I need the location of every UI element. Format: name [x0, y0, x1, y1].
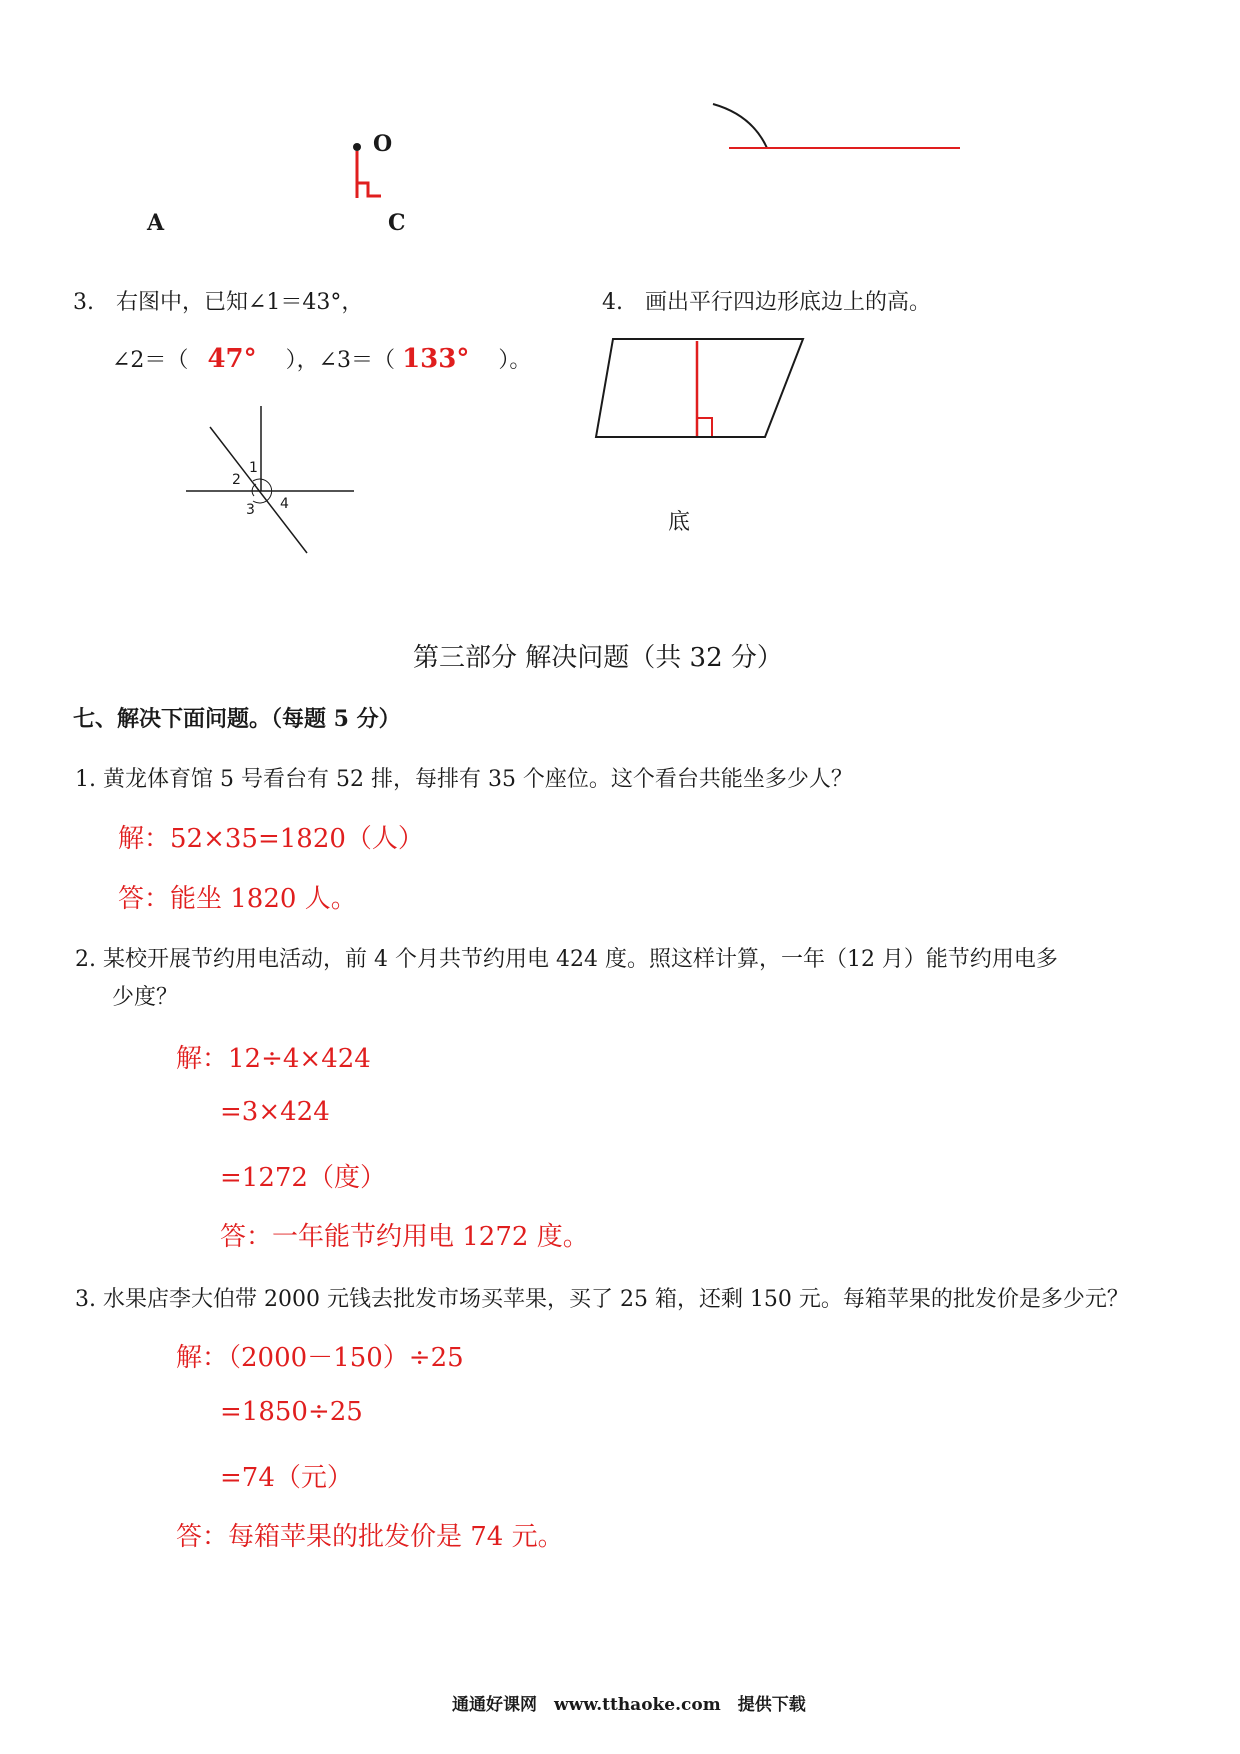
parallelogram-figure: [0, 0, 1240, 600]
point-o-label: O: [373, 131, 393, 157]
parallelogram: [596, 339, 803, 437]
angle-label-1: 1: [249, 460, 258, 476]
problem-2-answer: 答：一年能节约用电 1272 度。: [220, 1222, 589, 1252]
problem-1-solution: 解：52×35=1820（人）: [118, 824, 424, 854]
section7-title: 七、解决下面问题。（每题 5 分）: [73, 706, 401, 732]
angle-label-2: 2: [232, 472, 241, 488]
problem-3-solution-2: =1850÷25: [220, 1397, 363, 1427]
problem-3-solution-1: 解：（2000－150）÷25: [176, 1343, 464, 1373]
q3-post: ）。: [498, 348, 532, 373]
problem-3-answer: 答：每箱苹果的批发价是 74 元。: [176, 1522, 564, 1552]
point-a-label: A: [147, 210, 165, 236]
problem-2-solution-3: =1272（度）: [220, 1163, 386, 1193]
problem-3-solution-3: =74（元）: [220, 1463, 353, 1493]
q4-stem: 4. 画出平行四边形底边上的高。: [602, 290, 931, 315]
problem-2-text-cont: 少度？: [112, 985, 179, 1010]
q3-answer-angle2: 47°: [207, 344, 257, 374]
problem-2-text: 2. 某校开展节约用电活动，前 4 个月共节约用电 424 度。照这样计算，一年（12 月）能节约用电多: [75, 947, 1058, 972]
q3-mid: ），∠3＝（: [285, 348, 396, 373]
problem-1-text: 1. 黄龙体育馆 5 号看台有 52 排，每排有 35 个座位。这个看台共能坐多少人？: [75, 767, 853, 792]
q3-answer-angle3: 133°: [402, 344, 470, 374]
q4-base-label: 底: [668, 510, 691, 535]
q3-stem: 3. 右图中，已知∠1＝43°，: [73, 290, 364, 315]
part3-heading: 第三部分 解决问题（共 32 分）: [413, 643, 783, 673]
point-c-label: C: [388, 210, 406, 236]
problem-2-solution-1: 解：12÷4×424: [176, 1044, 371, 1074]
problem-1-answer: 答：能坐 1820 人。: [118, 884, 357, 914]
height-right-angle: [697, 418, 712, 436]
angle-label-3: 3: [246, 502, 255, 518]
problem-3-text: 3. 水果店李大伯带 2000 元钱去批发市场买苹果，买了 25 箱，还剩 150 元。每箱苹果的批发价是多少元？: [75, 1287, 1129, 1312]
q3-pre: ∠2＝（: [112, 348, 189, 373]
footer-source: 通通好课网 www.tthaoke.com 提供下载: [452, 1695, 806, 1715]
problem-2-solution-2: =3×424: [220, 1097, 330, 1127]
angle-label-4: 4: [280, 496, 289, 512]
